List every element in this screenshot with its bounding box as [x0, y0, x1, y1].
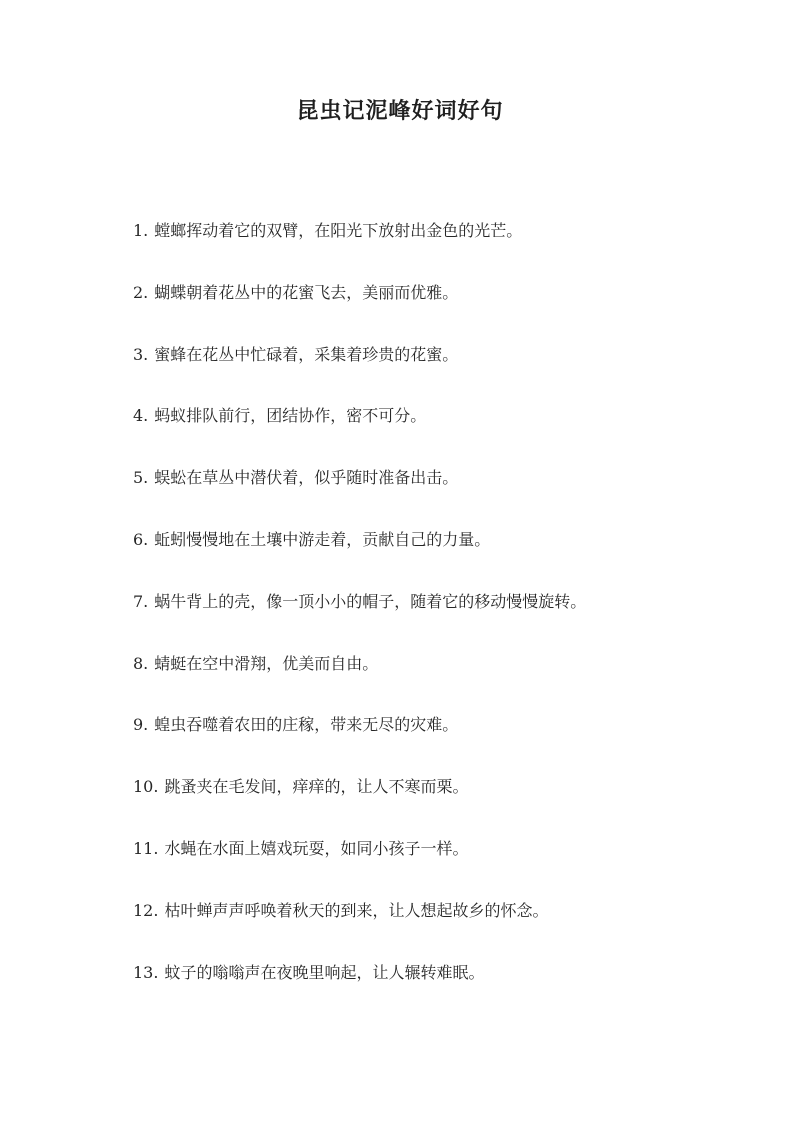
item-number: 4. — [133, 406, 149, 426]
list-item — [133, 216, 773, 278]
list-item — [133, 401, 773, 463]
item-number: 13. — [133, 962, 159, 982]
item-text: 蝴蝶朝着花丛中的花蜜飞去，美丽而优雅。 — [154, 282, 459, 302]
list-item — [133, 340, 773, 402]
item-text: 跳蚤夹在毛发间，痒痒的，让人不寒而栗。 — [164, 777, 469, 797]
list-item — [133, 772, 773, 834]
item-number: 2. — [133, 282, 149, 302]
item-number: 11. — [133, 838, 159, 858]
sentence-list — [133, 216, 773, 1019]
list-item — [133, 958, 773, 1020]
item-text: 蜻蜓在空中滑翔，优美而自由。 — [154, 653, 379, 673]
list-item — [133, 278, 773, 340]
list-item — [133, 896, 773, 958]
item-text: 蝗虫吞噬着农田的庄稼，带来无尽的灾难。 — [154, 715, 459, 735]
list-item — [133, 710, 773, 772]
item-number: 12. — [133, 900, 159, 920]
page-title: 昆虫记泥峰好词好句 — [296, 98, 504, 124]
item-number: 5. — [133, 468, 149, 488]
item-number: 1. — [133, 221, 149, 240]
item-number: 3. — [133, 344, 149, 364]
item-number: 9. — [133, 715, 149, 735]
item-number: 10. — [133, 777, 159, 797]
item-text: 水蝇在水面上嬉戏玩耍，如同小孩子一样。 — [164, 838, 469, 858]
item-text: 枯叶蝉声声呼唤着秋天的到来，让人想起故乡的怀念。 — [164, 900, 549, 920]
item-text: 蚯蚓慢慢地在土壤中游走着，贡献自己的力量。 — [154, 529, 491, 549]
list-item — [133, 463, 773, 525]
item-number: 8. — [133, 653, 149, 673]
list-item — [133, 834, 773, 896]
item-text: 蚊子的嗡嗡声在夜晚里响起，让人辗转难眠。 — [164, 962, 485, 982]
item-number: 7. — [133, 591, 149, 611]
item-text: 蜜蜂在花丛中忙碌着，采集着珍贵的花蜜。 — [154, 344, 459, 364]
list-item — [133, 649, 773, 711]
item-text: 蜈蚣在草丛中潜伏着，似乎随时准备出击。 — [154, 468, 459, 488]
item-number: 6. — [133, 529, 149, 549]
list-item — [133, 587, 773, 649]
item-text: 螳螂挥动着它的双臂，在阳光下放射出金色的光芒。 — [154, 221, 523, 240]
item-text: 蜗牛背上的壳，像一顶小小的帽子，随着它的移动慢慢旋转。 — [154, 591, 587, 611]
item-text: 蚂蚁排队前行，团结协作，密不可分。 — [154, 406, 427, 426]
list-item — [133, 525, 773, 587]
